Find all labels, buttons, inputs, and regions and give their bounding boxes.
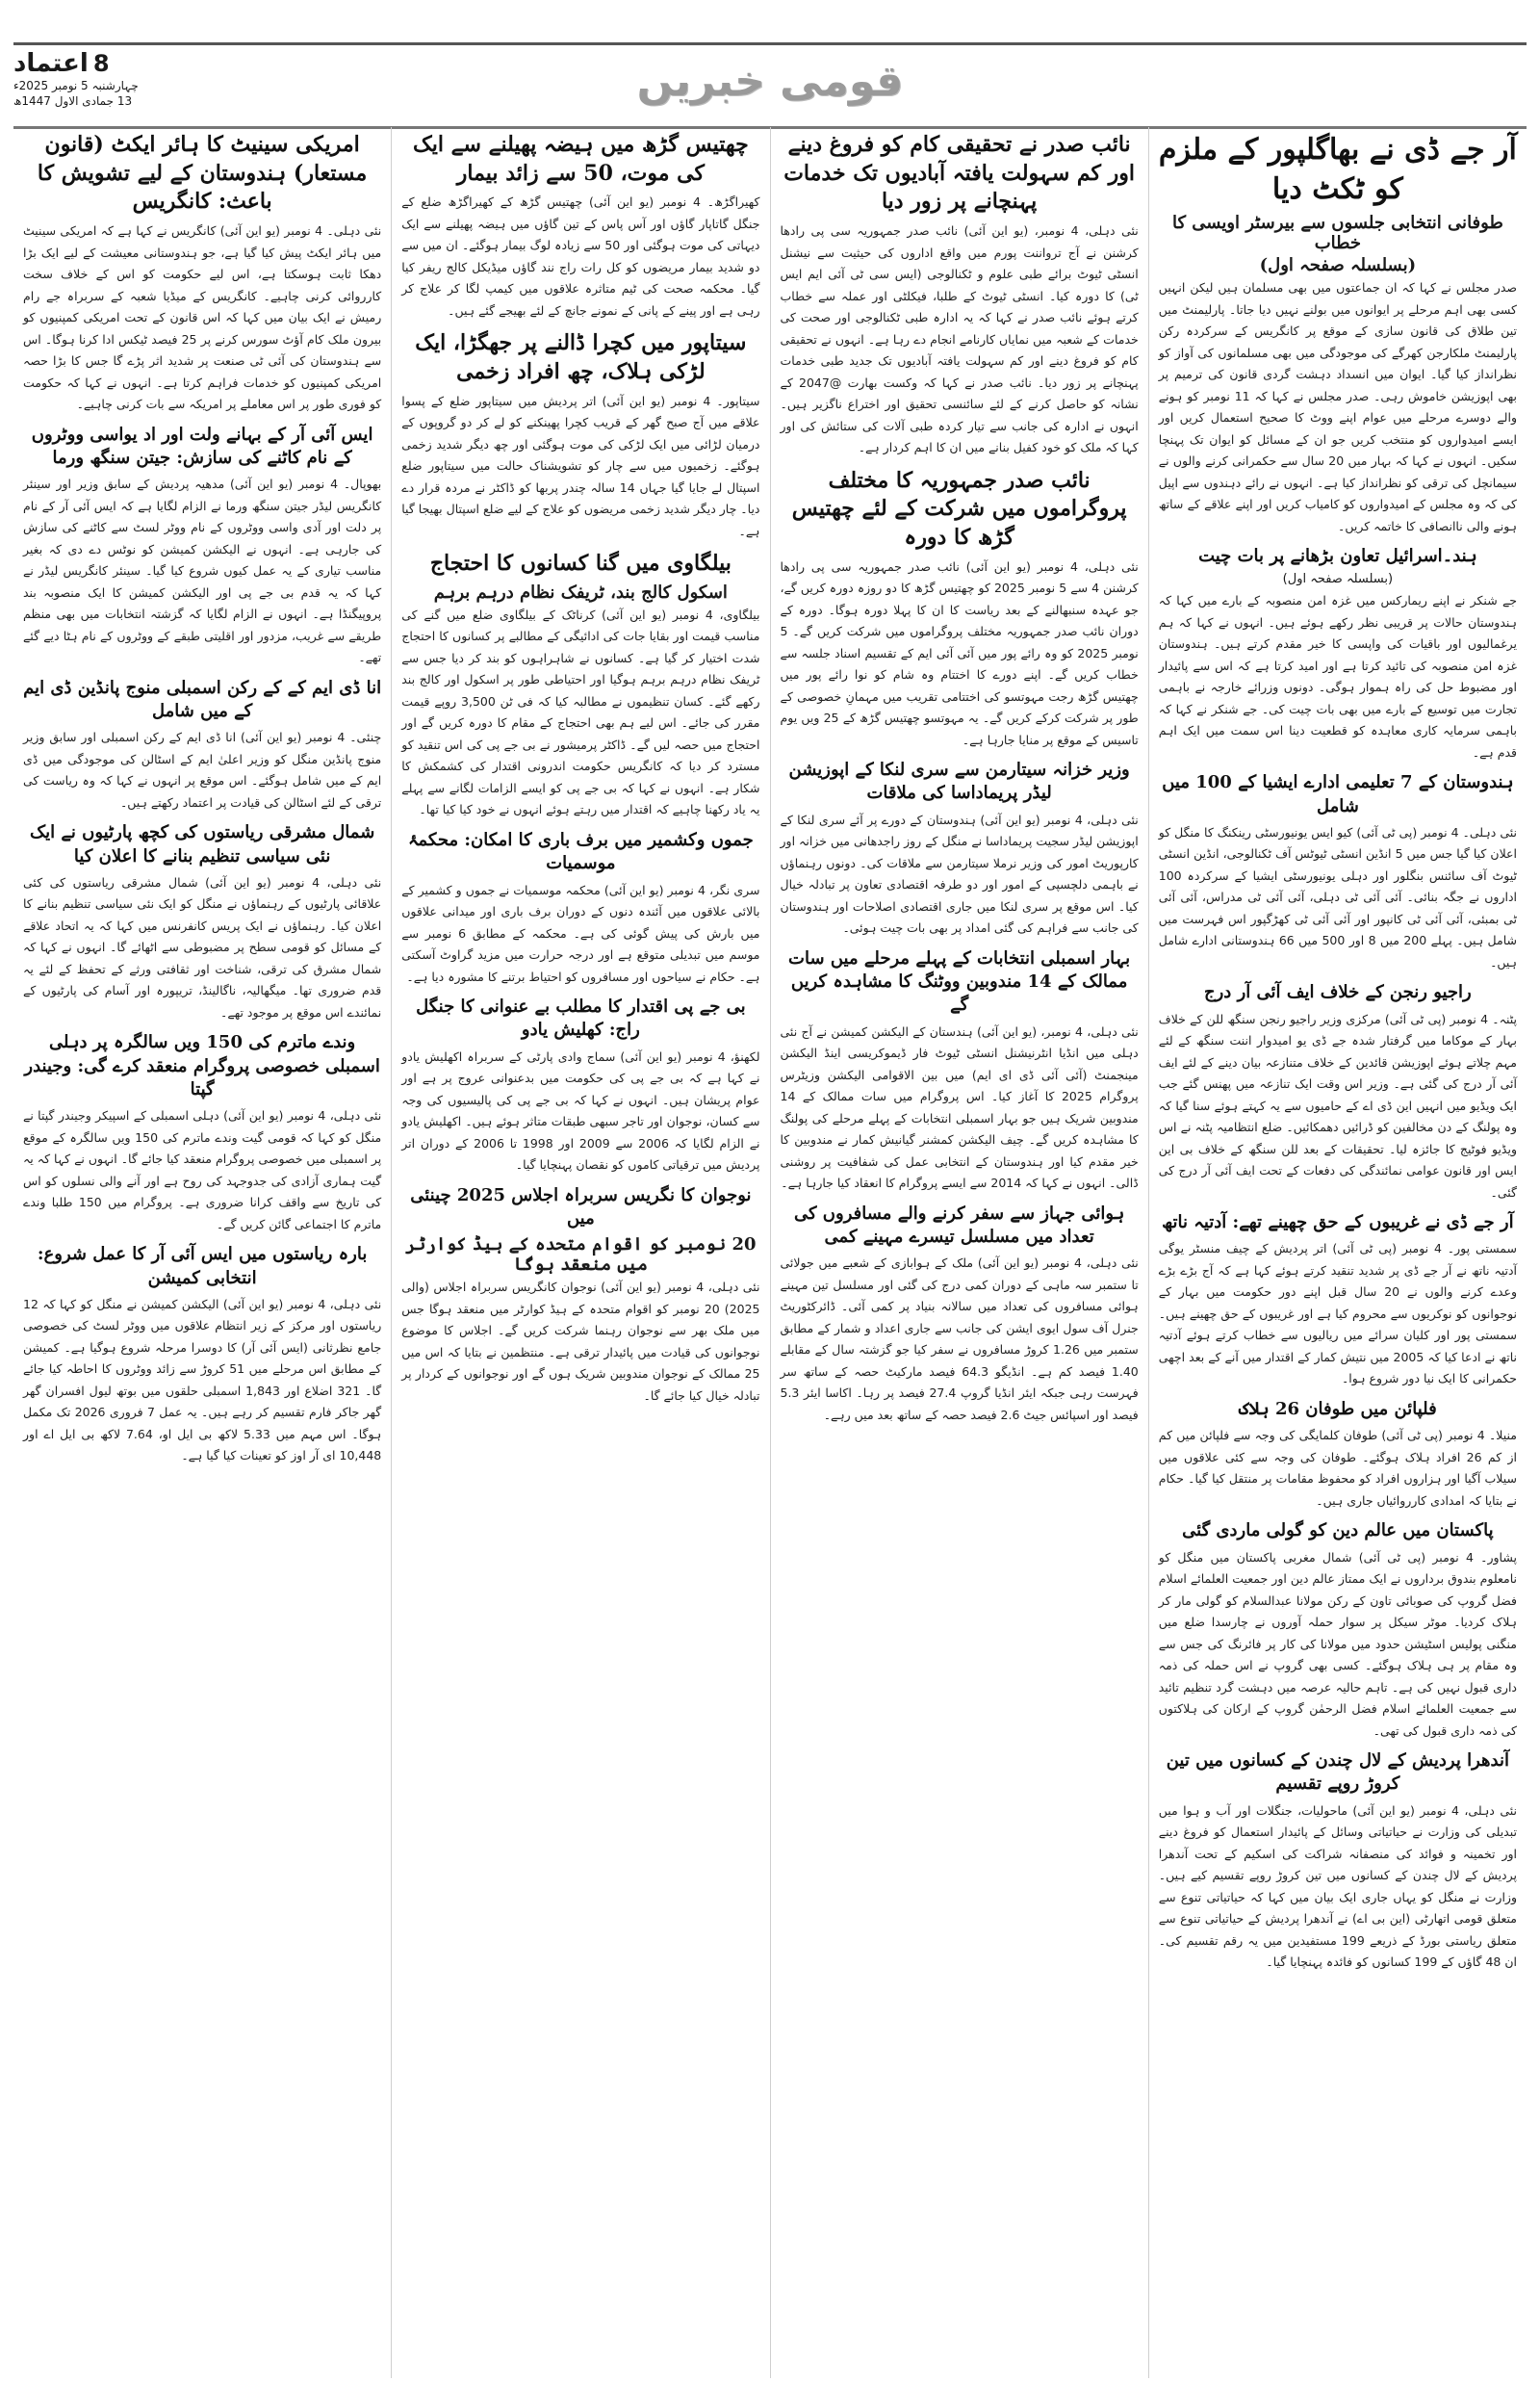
- story-headline: امریکی سینیٹ کا ہائر ایکٹ (قانون مستعار) ہندوستان کے لیے تشویش کا باعث: کانگریس: [37, 132, 368, 215]
- story-body: نئی دہلی، 4 نومبر (یو این آئی) الیکشن کمیشن نے منگل کو کہا کہ 12 ریاستوں اور مرکز کے زیر انتظام علاقوں میں ووٹر لسٹ کی خصوصی جامع نظرثانی (ایس آئی آر) کا دوسرا مرحلہ شروع ہوگیا ہے۔ کمیشن کے مطابق اس مرحلے میں 51 کروڑ سے زائد ووٹروں کا احاطہ کیا جائے گا۔ 321 اضلاع اور 1,843 اسمبلی حلقوں میں بوتھ لیول افسران گھر گھر جاکر فارم تقسیم کر رہے ہیں۔ یہ عمل 7 فروری 2026 تک مکمل ہوگا۔ اس مہم میں 5.33 لاکھ بی ایل او، 7.64 لاکھ بی ایل اے اور 10,448 ای آر اوز کو تعینات کیا گیا ہے۔: [23, 1296, 382, 1463]
- story-headline: نائب صدر نے تحقیقی کام کو فروغ دینے اور کم سہولت یافتہ آبادیوں تک خدمات پہنچانے پر زور دیا: [783, 132, 1136, 215]
- story-headline: جموں وکشمیر میں برف باری کا امکان: محکمۂ موسمیات: [407, 829, 754, 874]
- story-headline: وندے ماترم کی 150 ویں سالگرہ پر دہلی اسمبلی خصوصی پروگرام منعقد کرے گی: وجیندر گپتا: [24, 1032, 380, 1100]
- story-body: کھیراگڑھ۔ 4 نومبر (یو این آئی) چھتیس گڑھ کے کھیراگڑھ ضلع کے جنگل گاتاپار گاؤں اور آس پاس کے تین گاؤں میں ہیضہ پھیلنے سے ایک دیہاتی کی موت ہوگئی اور 50 سے زیادہ لوگ بیمار ہوگئے۔ ان میں سے دو شدید بیمار مریضوں کو کل رات راج نند گاؤں میڈیکل کالج ریفر کیا گیا۔ محکمہ صحت کی ٹیم متاثرہ علاقوں میں کیمپ لگا کر علاج کر رہی ہے اور پینے کے پانی کے نمونے جانچ کے لئے بھیجے گئے ہیں۔: [401, 194, 760, 318]
- story-body: سمستی پور۔ 4 نومبر (پی ٹی آئی) اتر پردیش کے چیف منسٹر یوگی آدتیہ ناتھ نے آر جے ڈی پر شدید تنقید کرتے ہوئے کہا ہے کہ آج بڑے بڑے وعدے کرنے والوں نے 20 سال قبل اپنے دور حکومت میں بہار کے نوجوانوں کو نوکریوں سے محروم کیا ہے اور غریبوں کے حق چھینے ہیں۔ سمستی پور اور کلیان سرائے میں ریالیوں سے خطاب کرتے ہوئے آدتیہ ناتھ نے ادعا کیا کہ 2005 میں نتیش کمار کے اقتدار میں آنے کے بعد اچھی حکمرانی کا ایک نیا دور شروع ہوا۔: [1158, 1241, 1518, 1386]
- story-body: نئی دہلی، 4 نومبر (یو این آئی) نوجوان کانگریس سربراہ اجلاس (والی 2025) 20 نومبر کو اقوام متحدہ کے ہیڈ کوارٹر میں منعقد ہوگا جس میں ملک بھر سے نوجوان رہنما شرکت کریں گے۔ اجلاس کا موضوع نوجوانوں کی قیادت میں پائیدار ترقی ہے۔ منتظمین نے بتایا کہ اس میں 25 ممالک کے نوجوان مندوبین شریک ہوں گے اور نوجوانوں کے کردار پر تبادلہ خیال کیا جائے گا۔: [401, 1280, 760, 1403]
- news-story: [23, 677, 381, 815]
- news-story: [781, 467, 1139, 752]
- story-headline: چھتیس گڑھ میں ہیضہ پھیلنے سے ایک کی موت، 50 سے زائد بیمار: [413, 132, 749, 186]
- page-number: 8: [92, 50, 110, 77]
- story-headline: فلپائن میں طوفان 26 ہلاک: [1239, 1398, 1437, 1419]
- news-story: [23, 1243, 381, 1467]
- story-body: نئی دہلی۔ 4 نومبر (یو این آئی) کانگریس نے کہا ہے کہ امریکی سینیٹ میں ہائر ایکٹ پیش کیا گیا ہے، جو ہندوستانی معیشت کے لیے ایک بڑا دھکا ثابت ہوسکتا ہے، اس لیے حکومت کو اس کے خلاف سخت کارروائی کرنی چاہیے۔ کانگریس کے میڈیا شعبہ کے سربراہ جے رام رمیش نے ایک بیان میں کہا کہ اس قانون کے تحت امریکی کمپنیوں کو بیرون ملک کام آؤٹ سورس کرنے پر 25 فیصد ٹیکس ادا کرنا ہوگا۔ اس سے ہندوستان کی آئی ٹی صنعت پر شدید اثر پڑے گا جس کا بڑا حصہ امریکی کمپنیوں کو خدمات فراہم کرتا ہے۔ انہوں نے کہا کہ حکومت کو فوری طور پر اس معاملے پر امریکہ سے بات کرنی چاہیے۔: [23, 223, 382, 412]
- news-story: [401, 1184, 759, 1408]
- story-body: لکھنؤ، 4 نومبر (یو این آئی) سماج وادی پارٹی کے سربراہ اکھلیش یادو نے کہا ہے کہ بی جے پی کی حکومت میں بدعنوانی عروج پر ہے اور عوام پریشان ہیں۔ انہوں نے کہا کہ بی جے پی کی پالیسیوں کی وجہ سے کسان، نوجوان اور تاجر سبھی طبقات متاثر ہوئے ہیں۔ اکھلیش یادو نے الزام لگایا کہ 2006 سے 2009 اور 1998 تا 2006 کے دوران اتر پردیش میں ترقیاتی کاموں کو نقصان پہنچایا گیا۔: [401, 1048, 760, 1173]
- news-story: [401, 131, 759, 322]
- masthead: [13, 42, 1527, 129]
- news-story: [23, 821, 381, 1023]
- news-column: [1148, 127, 1527, 2378]
- story-headline: ہند۔اسرائیل تعاون بڑھانے پر بات چیت: [1198, 546, 1477, 566]
- news-story: [1159, 131, 1517, 537]
- story-headline: وزیر خزانہ سیتارمن سے سری لنکا کے اپوزیشن لیڈر پریماداسا کی ملاقات: [788, 760, 1130, 804]
- story-body: سیتاپور۔ 4 نومبر (یو این آئی) اتر پردیش میں سیتاپور ضلع کے پسوا علاقے میں آج صبح گھر کے قریب کچرا پھینکنے کو لے کر دو گروپوں کے درمیان لڑائی میں ایک لڑکی کی موت ہوگئی اور چھ دیگر شدید زخمی ہوگئے۔ زخمیوں میں سے چار کو تشویشناک حالت میں سیتاپور ضلع اسپتال لے جایا گیا جہاں 14 سالہ چندر پربھا کو ڈاکٹر نے مردہ قرار دے دیا۔ چار دیگر شدید زخمی مریضوں کو علاج کے لیے ضلع اسپتال بھیجا گیا ہے۔: [401, 393, 760, 538]
- story-subheadline: (بسلسلہ صفحہ اول): [1259, 255, 1417, 275]
- story-body: چنئی۔ 4 نومبر (یو این آئی) انا ڈی ایم کے رکن اسمبلی اور سابق وزیر منوج پانڈین منگل کو وزیر اعلیٰ ایم کے اسٹالن کی موجودگی میں ڈی ایم کے میں شامل ہوگئے۔ اس موقع پر انہوں نے کہا کہ وہ ریاست کی ترقی کے لئے اسٹالن کی قیادت پر اعتماد رکھتے ہیں۔: [23, 730, 382, 810]
- story-headline: آندھرا پردیش کے لال چندن کے کسانوں میں تین کروڑ روپے تقسیم: [1166, 1750, 1510, 1795]
- news-story: [23, 131, 381, 416]
- story-body: نئی دہلی، 4 نومبر، (یو این آئی) نائب صدر جمہوریہ سی پی رادھا کرشنن نے آج ترواننت پورم میں واقع اداروں کی حیثیت سے نیشنل انسٹی ٹیوٹ برائے طبی علوم و ٹکنالوجی (ایس سی ٹی آئی ایم ایس ٹی) کا دورہ کیا۔ انسٹی ٹیوٹ کے طلبا، فیکلٹی اور عملہ سے خطاب کرتے ہوئے نائب صدر نے کہا کہ یہ ادارہ طبی ٹکنالوجی اور صحت کی خدمات کے شعبہ میں نمایاں کارنامے انجام دے رہا ہے۔ انہوں نے تحقیقی کام کو فروغ دینے اور کم سہولت یافتہ آبادیوں تک جدید طبی خدمات پہنچانے پر زور دیا۔ نائب صدر نے کہا کہ وکست بھارت @2047 کے نشانہ کو حاصل کرنے کے لئے سائنسی تحقیق اور اختراع ناگزیر ہیں۔ انہوں نے ادارہ کی جانب سے تیار کردہ طبی آلات کی ستائش کی اور کہا کہ ملک کو خود کفیل بنانے میں ان کا اہم کردار ہے۔: [780, 223, 1139, 455]
- news-story: [401, 829, 759, 988]
- news-column: [391, 127, 769, 2378]
- story-headline: ہندوستان کے 7 تعلیمی ادارے ایشیا کے 100 میں شامل: [1162, 772, 1514, 816]
- story-headline: انا ڈی ایم کے کے رکن اسمبلی منوج پانڈین ڈی ایم کے میں شامل: [23, 677, 382, 721]
- news-story: [23, 424, 381, 669]
- news-story: [1159, 1398, 1517, 1512]
- news-columns: [13, 127, 1527, 2378]
- news-story: [781, 947, 1139, 1195]
- story-body: نئی دہلی، 4 نومبر، (یو این آئی) ہندستان کے الیکشن کمیشن نے آج نئی دہلی میں انڈیا انٹرنیشنل انسٹی ٹیوٹ فار ڈیموکریسی اینڈ الیکشن مینجمنٹ (آئی آئی ڈی ای ایم) میں بین الاقوامی الیکشن وزیٹرس پروگرام 2025 کا آغاز کیا۔ اس پروگرام میں سات ممالک کے 14 مندوبین شریک ہیں جو بہار اسمبلی انتخابات کے پہلے مرحلے کی پولنگ کا مشاہدہ کریں گے۔ چیف الیکشن کمشنر گیانیش کمار نے مندوبین کا خیر مقدم کیا اور ہندوستان کے انتخابی عمل کی شفافیت پر روشنی ڈالی۔ انہوں نے کہا کہ 2014 سے ایسے پروگرام کا انعقاد کیا جارہا ہے۔: [780, 1023, 1139, 1191]
- date-gregorian: چہارشنبہ 5 نومبر 2025ء: [13, 79, 139, 92]
- story-body: صدر مجلس نے کہا کہ ان جماعتوں میں بھی مسلمان ہیں لیکن انہیں کسی بھی اہم مرحلے پر ایوانوں میں بولنے نہیں دیا جاتا۔ پارلیمنٹ میں تین طلاق کی قانون سازی کے موقع پر کانگریس کے سرکردہ رکن پارلیمنٹ ملکارجن کھرگے کی موجودگی میں بھی مسلمانوں کی آواز کو نظرانداز کیا گیا۔ ایوان میں انسداد دہشت گردی قانون کی ترمیم پر بھی اپوزیشن خاموش رہی۔ صدر مجلس نے کہا کہ 11 نومبر کو ہونے والے دوسرے مرحلے میں عوام اپنے ووٹ کا صحیح استعمال کریں اور ایسے امیدواروں کو منتخب کریں جو ان کے مسائل کو ایوان تک پہنچا سکیں۔ انہوں نے کہا کہ بہار میں 20 سال سے حکمرانی کرنے والوں نے سیمانچل کی ترقی کو نظرانداز کیا ہے۔ انہوں نے رائے دہندوں سے اپیل کی کہ وہ مجلس کے امیدواروں کو کامیاب کریں اور اپنے علاقے کے ساتھ ہونے والی ناانصافی کا خاتمہ کریں۔: [1158, 280, 1518, 533]
- date-hijri: 13 جمادی الاول 1447ھ: [13, 94, 133, 108]
- news-story: [401, 550, 759, 821]
- news-story: [1159, 545, 1517, 764]
- news-story: [1159, 1211, 1517, 1390]
- story-headline: ایس آئی آر کے بہانے ولت اور اد یواسی ووٹروں کے نام کاٹنے کی سازش: جیتن سنگھ ورما: [31, 424, 373, 468]
- story-headline: نائب صدر جمہوریہ کا مختلف پروگراموں میں شرکت کے لئے چھتیس گڑھ کا دورہ: [791, 467, 1127, 550]
- story-headline: راجیو رنجن کے خلاف ایف آئی آر درج: [1203, 982, 1472, 1003]
- continuation-note: (بسلسلہ صفحہ اول): [1282, 572, 1394, 587]
- story-headline: بارہ ریاستوں میں ایس آئی آر کا عمل شروع: انتخابی کمیشن: [37, 1244, 368, 1288]
- news-column: [13, 127, 391, 2378]
- story-body: بھوپال۔ 4 نومبر (یو این آئی) مدھیہ پردیش کے سابق وزیر اور سینئر کانگریس لیڈر جیتن سنگھ ورما نے الزام لگایا ہے کہ ایس آئی آر کے نام پر دلت اور آدی واسی ووٹروں کے نام ووٹر لسٹ سے کاٹنے کی سازش کی جارہی ہے۔ انہوں نے الیکشن کمیشن کو نوٹس دے دی کہ بغیر مناسب تیاری کے یہ عمل کیوں شروع کیا گیا۔ سینئر کانگریس لیڈر نے کہا کہ یہ قدم بی جے پی اور الیکشن کمیشن کا ایک منصوبہ بند پروپیگنڈا ہے۔ انہوں نے الزام لگایا کہ گزشتہ انتخابات میں بھی منظم طریقے سے غریب، مزدور اور اقلیتی طبقے کے ووٹروں کے نام ہٹا دیے گئے تھے۔: [23, 477, 382, 665]
- story-headline: پاکستان میں عالم دین کو گولی ماردی گئی: [1182, 1520, 1494, 1541]
- news-story: [1159, 1519, 1517, 1742]
- news-story: [781, 759, 1139, 940]
- story-body: نئی دہلی، 4 نومبر (یو این آئی) ہندوستان کے دورے پر آئے سری لنکا کے اپوزیشن لیڈر سجیت پریماداسا نے منگل کے روز راجدھانی میں خزانہ اور کارپوریٹ امور کی وزیر نرملا سیتارمن سے ملاقات کی۔ دونوں رہنماؤں نے باہمی دلچسپی کے امور اور دو طرفہ اقتصادی تعاون پر تبادلہ خیال کیا۔ اس موقع پر سری لنکا میں جاری اقتصادی اصلاحات اور ہندوستان کی جانب سے فراہم کی گئی امداد پر بھی بات چیت ہوئی۔: [780, 812, 1139, 936]
- news-story: [1159, 771, 1517, 973]
- news-story: [23, 1031, 381, 1235]
- news-story: [1159, 981, 1517, 1204]
- story-body: نئی دہلی، 4 نومبر (یو این آئی) شمال مشرقی ریاستوں کی کئی علاقائی پارٹیوں کے رہنماؤں نے منگل کو ایک نئی سیاسی تنظیم بنانے کا اعلان کیا۔ رہنماؤں نے ایک پریس کانفرنس میں کہا کہ یہ اتحاد علاقے کے مسائل کو قومی سطح پر مضبوطی سے اٹھائے گا۔ انہوں نے کہا کہ شمال مشرق کی ترقی، شناخت اور ثقافتی ورثے کے تحفظ کے لئے یہ قدم ضروری تھا۔ میگھالیہ، ناگالینڈ، تریپورہ اور آسام کی پارٹیوں کے نمائندے اس موقع پر موجود تھے۔: [23, 874, 382, 1020]
- story-body: سری نگر، 4 نومبر (یو این آئی) محکمہ موسمیات نے جموں و کشمیر کے بالائی علاقوں میں آئندہ دنوں کے دوران برف باری اور میدانی علاقوں میں بارش کی پیش گوئی کی ہے۔ محکمہ کے مطابق 6 نومبر سے موسم میں تبدیلی متوقع ہے اور درجہ حرارت میں مزید گراوٹ آسکتی ہے۔ حکام نے سیاحوں اور مسافروں کو احتیاط برتنے کا مشورہ دیا ہے۔: [401, 882, 760, 984]
- story-body: جے شنکر نے اپنے ریمارکس میں غزہ امن منصوبہ کے بارے میں کہا کہ ہندوستان حالات پر قریبی نظر رکھے ہوئے ہیں۔ انہوں نے کہا کہ ہم یرغمالیوں اور باقیات کی واپسی کا خیر مقدم کرتے ہیں۔ ہندوستان غزہ امن منصوبہ کی تائید کرتا ہے اور امید کرتا ہے کہ اس سے پائیدار اور مضبوط حل کی راہ ہموار ہوگی۔ دونوں وزرائے خارجہ نے باہمی تجارت میں توسیع کے بارے میں بھی بات چیت کی۔ جے شنکر نے کہا کہ باہمی سرمایہ کاری معاہدہ کو قطعیت دینا اس سمت میں ایک اہم قدم ہے۔: [1158, 593, 1517, 760]
- newspaper-logo: اعتماد: [13, 49, 89, 78]
- story-headline: شمال مشرقی ریاستوں کی کچھ پارٹیوں نے ایک نئی سیاسی تنظیم بنانے کا اعلان کیا: [29, 822, 375, 867]
- story-headline: بیلگاوی میں گنا کسانوں کا احتجاج: [429, 551, 732, 577]
- story-body: پشاور۔ 4 نومبر (پی ٹی آئی) شمال مغربی پاکستان میں منگل کو نامعلوم بندوق برداروں نے ایک ممتاز عالم دین اور جمعیت العلمائے اسلام فضل گروپ کی صوبائی تاون کے رکن مولانا عبدالسلام کو گولی مار کر ہلاک کردیا۔ موٹر سیکل پر سوار حملہ آوروں نے چارسدا ضلع میں منگنی پولیس اسٹیشن حدود میں مولانا کی کار پر فائرنگ کی جس سے وہ مقام پر ہی ہلاک ہوگئے۔ کسی بھی گروپ نے اس حملہ کی ذمہ داری قبول نہیں کی ہے۔ تاہم حالیہ عرصہ میں دہشت گرد تنظیم تائید سے جمعیت العلمائے اسلام فضل الرحمٰن گروپ کے ارکان کی ہلاکتوں کی ذمہ داری قبول کی تھی۔: [1158, 1549, 1517, 1738]
- story-headline: آر جے ڈی نے بھاگلپور کے ملزم کو ٹکٹ دیا: [1158, 133, 1517, 206]
- story-headline: بی جے پی اقتدار کا مطلب بے عنوانی کا جنگل راج: کھلیش یادو: [416, 996, 746, 1041]
- story-body: منیلا۔ 4 نومبر (پی ٹی آئی) طوفان کلمایگی کی وجہ سے فلپائن میں کم از کم 26 افراد ہلاک ہوگئے۔ طوفان کی وجہ سے کئی علاقوں میں سیلاب آگیا اور ہزاروں افراد کو محفوظ مقامات پر منتقل کیا گیا۔ حکام نے بتایا کہ امدادی کارروائیاں جاری ہیں۔: [1158, 1428, 1517, 1508]
- news-column: [770, 127, 1148, 2378]
- news-story: [401, 996, 759, 1177]
- story-body: نئی دہلی، 4 نومبر (یو این آئی) ماحولیات، جنگلات اور آب و ہوا میں تبدیلی کی وزارت نے حیاتیاتی وسائل کے پائیدار استعمال کو فروغ دینے اور تخمینہ و فوائد کی منصفانہ شراکت کی اسکیم کے تحت آندھرا پردیش کے لال چندن کے کسانوں میں تین کروڑ روپے تقسیم کیے ہیں۔ وزارت نے منگل کو یہاں جاری ایک بیان میں کہا کہ حیاتیاتی تنوع سے متعلق قومی اتھارٹی (این بی اے) نے آندھرا پردیش کے حیاتیاتی تنوع سے متعلق ریاستی بورڈ کے ذریعے 199 مستفیدین میں یہ رقم تقسیم کی۔ ان 48 گاؤں کے 199 کسانوں کو فائدہ پہنچایا گیا۔: [1158, 1802, 1518, 1970]
- story-subheadline: طوفانی انتخابی جلسوں سے بیرسٹر اویسی کا خطاب: [1171, 213, 1503, 253]
- news-story: [401, 329, 759, 542]
- story-body: پٹنہ۔ 4 نومبر (پی ٹی آئی) مرکزی وزیر راجیو رنجن سنگھ للن کے خلاف بہار کے موکاما میں گرفتار شدہ جے ڈی یو امیدوار اننت سنگھ کے لئے مہم چلاتے ہوئے اپوزیشن قائدین کے خلاف متنازعہ بیان دینے کے لئے ایف آئی آر درج کی گئی ہے۔ وزیر اس وقت ایک تنازعہ میں پھنس گئے جب ایک ویڈیو میں انہیں این ڈی اے کے حامیوں سے یہ کہتے ہوئے سنا گیا کہ وہ پولنگ کے دن مخالفین کو ڈرائیں دھمکائیں۔ ضلع انتظامیہ پٹنہ نے اس ویڈیو فوٹیج کا جائزہ لیا۔ تحقیقات کے بعد للن سنگھ کے خلاف بی این ایس اور قانون عوامی نمائندگی کی دفعات کے تحت ایف آئی آر درج کی گئی۔: [1158, 1011, 1517, 1200]
- story-subheadline: اسکول کالج بند، ٹریفک نظام درہم برہم: [433, 582, 728, 603]
- news-story: [781, 1203, 1139, 1427]
- story-body: نئی دہلی، 4 نومبر (یو این آئی) ملک کے ہوابازی کے شعبے میں جولائی تا ستمبر سہ ماہی کے دوران کمی درج کی گئی اور مسلسل تین مہینے ہوائی مسافروں کی تعداد میں سالانہ بنیاد پر کمی آئی۔ ڈائرکٹوریٹ جنرل آف سول ایوی ایشن کی جانب سے جاری اعداد و شمار کے مطابق ستمبر میں 1.26 کروڑ مسافروں نے سفر کیا جو گزشتہ سال کے مقابلے 1.40 فیصد کم ہے۔ انڈیگو 64.3 فیصد مارکیٹ حصہ کے ساتھ سر فہرست رہی جبکہ ایئر انڈیا گروپ 27.4 فیصد پر رہا۔ اکاسا ایئر 5.3 فیصد اور اسپائس جیٹ 2.6 فیصد حصہ کے ساتھ بعد میں رہے۔: [780, 1255, 1139, 1422]
- news-story: [781, 131, 1139, 459]
- story-headline: نوجوان کا نگریس سربراہ اجلاس 2025 چینئی میں: [410, 1184, 752, 1229]
- story-body: بیلگاوی، 4 نومبر (یو این آئی) کرناٹک کے بیلگاوی ضلع میں گنے کی مناسب قیمت اور بقایا جات کی ادائیگی کے مطالبے پر کسانوں کا احتجاج شدت اختیار کر گیا ہے۔ کسانوں نے شاہراہوں کو بند کر دیا جس سے ٹریفک نظام درہم برہم ہوگیا اور احتیاطی طور پر اسکول اور کالج بند رکھے گئے۔ کسان تنظیموں نے مطالبہ کیا کہ فی ٹن 3,500 روپے قیمت مقرر کی جائے۔ اس لیے ہم بھی احتجاج کے مقام کا دورہ کریں گے اور احتجاج میں حصہ لیں گے۔ ڈاکٹر پرمیشور نے بی جے پی کی اس تنقید کو مسترد کر دیا کہ کانگریس حکومت اندرونی اقتدار کی کشمکش کا شکار ہے۔ انہوں نے کہا کہ بی جے پی کو ایسے الزامات لگانے سے پہلے یہ یاد رکھنا چاہیے کہ اقتدار میں رہتے ہوئے انہوں نے خود کیا کیا تھا۔: [401, 607, 760, 817]
- story-subheadline: 20 نومبر کو اقوام متحدہ کے ہیڈ کوارٹر میں منعقد ہوگا: [405, 1234, 757, 1276]
- story-body: نئی دہلی۔ 4 نومبر (پی ٹی آئی) کیو ایس یونیورسٹی رینکنگ کا منگل کو اعلان کیا گیا جس میں 5 انڈین انسٹی ٹیوٹس آف ٹکنالوجی، انڈین انسٹی ٹیوٹ آف سائنس بنگلور اور دہلی یونیورسٹی ایشیا کے سرکردہ 100 اداروں نے جگہ بنائی۔ آئی آئی ٹی دہلی، آئی آئی ٹی مدراس، آئی آئی ٹی بمبئی، آئی آئی ٹی کانپور اور آئی آئی ٹی کھڑگپور اس فہرست میں شامل ہیں۔ پہلے 200 میں 8 اور 500 میں 66 ہندوستانی ادارے شامل ہیں۔: [1158, 824, 1517, 970]
- story-body: نئی دہلی، 4 نومبر (یو این آئی) نائب صدر جمہوریہ سی پی رادھا کرشنن 4 سے 5 نومبر 2025 کو چھتیس گڑھ کا دو روزہ دورہ کریں گے، جو عہدہ سنبھالنے کے بعد ریاست کا ان کا پہلا دورہ ہوگا۔ دورہ کے دوران نائب صدر جمہوریہ مختلف پروگراموں میں شرکت کریں گے۔ 5 نومبر 2025 کو وہ رائے پور میں آئی آئی ایم کے تقسیم اسناد جلسہ سے خطاب کریں گے۔ اپنے دورے کا اختتام وہ شام کو نوا رائے پور میں چھتیس گڑھ رجت مہوتسو کی اختتامی تقریب میں مہمانِ خصوصی کے طور پر شرکت کرکے کریں گے۔ یہ مہوتسو چھتیس گڑھ کے 25 ویں یوم تاسیس کے موقع پر منایا جارہا ہے۔: [780, 558, 1139, 747]
- story-body: نئی دہلی، 4 نومبر (یو این آئی) دہلی اسمبلی کے اسپیکر وجیندر گپتا نے منگل کو کہا کہ قومی گیت وندے ماترم کی 150 ویں سالگرہ کے موقع پر اسمبلی میں خصوصی پروگرام منعقد کیا جائے گا۔ انہوں نے کہا کہ یہ گیت ہماری آزادی کی جدوجہد کی روح ہے اور آنے والی نسلوں کو اس کی تاریخ سے واقف کرانا ضروری ہے۔ پروگرام میں 150 طلبا وندے ماترم کا اجتماعی گائن کریں گے۔: [22, 1108, 382, 1231]
- story-headline: آر جے ڈی نے غریبوں کے حق چھینے تھے: آدتیہ ناتھ: [1162, 1212, 1514, 1233]
- section-title: قومی خبریں: [636, 57, 904, 106]
- story-headline: بہار اسمبلی انتخابات کے پہلے مرحلے میں سات ممالک کے 14 مندوبین ووٹنگ کا مشاہدہ کریں گے: [788, 947, 1131, 1016]
- news-story: [1159, 1749, 1517, 1974]
- story-headline: سیتاپور میں کچرا ڈالنے پر جھگڑا، ایک لڑکی ہلاک، چھ افراد زخمی: [415, 330, 747, 385]
- story-headline: ہوائی جہاز سے سفر کرنے والے مسافروں کی تعداد میں مسلسل تیسرے مہینے کمی: [793, 1203, 1125, 1247]
